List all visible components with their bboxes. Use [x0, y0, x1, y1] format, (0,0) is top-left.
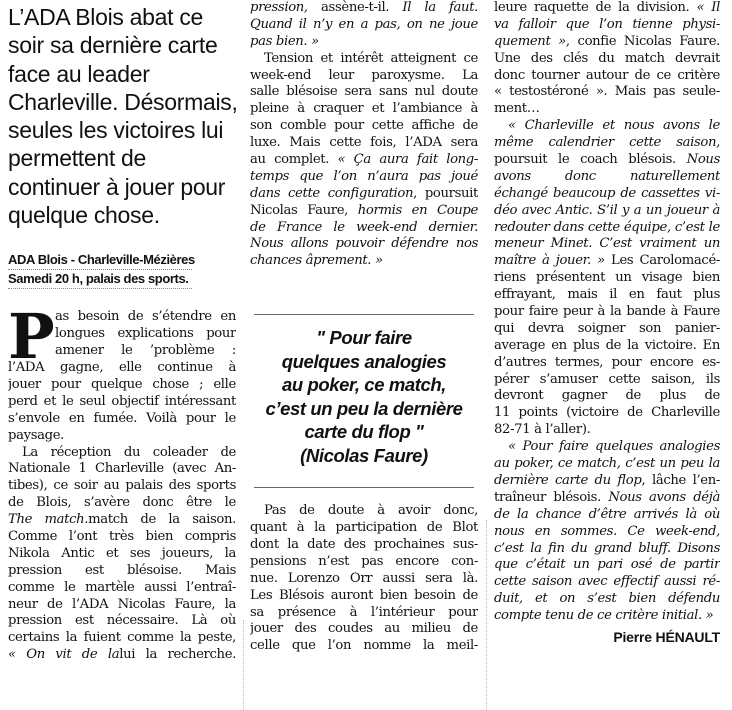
- text-line: [494, 456, 720, 473]
- italic-text: quement »: [494, 33, 566, 49]
- text-line: [494, 68, 720, 85]
- text-line: [250, 68, 478, 85]
- text-line: [8, 461, 236, 478]
- text-line: [8, 478, 236, 495]
- column-3: [494, 0, 720, 645]
- italic-text: Nous allons pouvoir défendre nos: [250, 236, 478, 252]
- column-separator: [486, 520, 487, 710]
- roman-text: de Blois, s’avère donc être le: [8, 495, 236, 511]
- article-body-col2-bottom: [250, 503, 478, 655]
- italic-text: maître à jouer. »: [494, 253, 605, 269]
- text-line: [494, 422, 720, 439]
- text-line: [494, 591, 720, 608]
- roman-text: longues explications pour: [55, 326, 236, 342]
- roman-text: amener le ’problème :: [55, 343, 236, 359]
- text-line: [250, 520, 478, 537]
- pull-quote-line: carte du flop ": [304, 421, 424, 443]
- text-line: [250, 118, 478, 135]
- text-line: [494, 321, 720, 338]
- text-line: [8, 495, 236, 512]
- text-line: [250, 571, 478, 588]
- article-body-col1: [8, 300, 236, 664]
- headline-line: continuer à jouer pour: [8, 173, 226, 200]
- roman-text: sa présence à l’intérieur pour: [250, 604, 478, 620]
- text-line: [250, 152, 478, 169]
- roman-text: lui la recherche.: [119, 647, 236, 663]
- italic-text: Il la faut.: [402, 0, 478, 15]
- text-line: [494, 236, 720, 253]
- roman-text: traîneur blésois.: [494, 489, 609, 505]
- text-line: [494, 507, 720, 524]
- italic-text: même calendrier cette saison,: [494, 135, 720, 151]
- text-line: [250, 186, 478, 203]
- article-body-col3: [494, 0, 720, 625]
- pull-quote-attribution: (Nicolas Faure): [300, 444, 428, 466]
- roman-text: dont la date des prochaines sus-: [250, 537, 478, 553]
- roman-text: neur de l’ADA Nicolas Faure, la: [8, 596, 236, 612]
- text-line: [8, 597, 236, 614]
- pull-quote-line: c’est un peu la dernière: [265, 397, 463, 419]
- roman-text: as besoin de s’étendre en: [55, 309, 236, 325]
- text-line: [494, 17, 720, 34]
- headline-line: L’ADA Blois abat ce: [8, 4, 204, 30]
- headline-line: permettent de: [8, 145, 147, 172]
- roman-text: celle que l’on nomme la meil-: [250, 638, 478, 654]
- italic-text: redouter dans cette équipe, c’est le: [494, 219, 720, 235]
- roman-text: ment…: [494, 101, 540, 117]
- roman-text: pleine à craquer et l’ambiance à: [250, 101, 478, 117]
- text-line: [8, 394, 236, 411]
- roman-text: assène-t-il.: [307, 0, 403, 15]
- roman-text: 11 points (victoire de Charleville: [494, 405, 720, 421]
- roman-text: La réception du coleader de: [22, 444, 236, 460]
- roman-text: qui devra soigner son panier-: [494, 320, 720, 336]
- roman-text: donc tourner autour de ce critère: [494, 67, 720, 83]
- roman-text: effrayant, mais il en faut plus: [494, 287, 720, 303]
- italic-text: The match.: [8, 512, 89, 528]
- italic-text: chances âprement. »: [250, 253, 383, 269]
- text-line: [250, 135, 478, 152]
- roman-text: Les Carolomacé-: [604, 253, 720, 269]
- text-line: [8, 445, 236, 462]
- text-line: [250, 17, 478, 34]
- roman-text: poursuit le coach blésois.: [494, 152, 687, 168]
- roman-text: jouer pour quelque chose ; elle: [8, 376, 236, 392]
- italic-text: « On vit de la: [8, 647, 120, 663]
- text-line: [250, 554, 478, 571]
- text-line: [494, 118, 720, 135]
- roman-text: tibes), ce soir au palais des sports: [8, 478, 236, 494]
- italic-text: « Pour faire quelques analogies: [508, 439, 720, 455]
- text-line: [494, 84, 720, 101]
- text-line: [250, 588, 478, 605]
- roman-text: Comme l’ont très bien compris: [8, 528, 236, 544]
- text-line: [494, 490, 720, 507]
- italic-text: nous en sommes. Ce week-end,: [494, 523, 720, 539]
- roman-text: pression est nécessaire. Là où: [8, 613, 236, 629]
- roman-text: l’ADA gagne, elle continue à: [8, 360, 236, 376]
- text-line: [494, 304, 720, 321]
- italic-text: c’est la fin du grand bluff. Disons: [494, 540, 720, 556]
- text-line: [250, 236, 478, 253]
- text-line: [8, 546, 236, 563]
- roman-text: average en plus de la victoire. En: [494, 337, 720, 353]
- pull-quote-line: quelques analogies: [281, 350, 447, 372]
- text-line: [494, 169, 720, 186]
- text-line: [250, 51, 478, 68]
- text-line: [494, 388, 720, 405]
- text-line: [494, 186, 720, 203]
- text-line: [250, 537, 478, 554]
- text-line: [8, 613, 236, 630]
- roman-text: match de la saison.: [88, 512, 236, 528]
- text-line: [250, 605, 478, 622]
- text-line: [494, 270, 720, 287]
- italic-text: temps que l’on n’aura pas joué: [250, 168, 478, 184]
- roman-text: pression est blésoise. Mais: [8, 562, 236, 578]
- text-line: [494, 203, 720, 220]
- roman-text: Nationale 1 Charleville (avec An-: [8, 461, 236, 477]
- text-line: [494, 524, 720, 541]
- text-line: [494, 338, 720, 355]
- text-line: [8, 512, 236, 529]
- roman-text: riens présentent un visage bien: [494, 270, 720, 286]
- roman-text: perd et le seul objectif intéressant: [8, 393, 236, 409]
- text-line: [8, 428, 236, 445]
- roman-text: au complet.: [250, 152, 338, 168]
- roman-text: nue. Lorenzo Orr aussi sera là.: [250, 570, 478, 586]
- match-time-venue: Samedi 20 h, palais des sports.: [8, 271, 189, 287]
- roman-text: week-end leur paroxysme. La: [250, 67, 478, 83]
- italic-text: au poker, ce match, c’est un peu la: [494, 456, 720, 472]
- italic-text: de France le week-end dernier.: [250, 219, 478, 235]
- headline-line: quelque chose.: [8, 202, 160, 229]
- match-teams: ADA Blois - Charleville-Mézières: [8, 252, 195, 268]
- roman-text: Nicolas Faure,: [250, 202, 358, 218]
- roman-text: leure raquette de la division.: [494, 0, 697, 15]
- headline-line: seules les victoires lui: [8, 117, 224, 144]
- text-line: [8, 630, 236, 647]
- italic-text: de la chance d’être arrivés là où: [494, 506, 720, 522]
- text-line: [8, 529, 236, 546]
- text-line: [8, 377, 236, 394]
- headline-line: face au leader: [8, 60, 150, 87]
- roman-text: « testostéroné ». Mais pas seule-: [494, 84, 720, 100]
- text-line: [250, 253, 478, 270]
- roman-text: d’autres termes, pour encore es-: [494, 354, 720, 370]
- roman-text: luxe. Mais cette fois, l’ADA sera: [250, 135, 478, 151]
- roman-text: 82-71 à l’aller).: [494, 422, 591, 438]
- roman-text: Une des clés du match devrait: [494, 50, 720, 66]
- text-line: [494, 405, 720, 422]
- text-line: [494, 557, 720, 574]
- roman-text: devront gagner de plus de: [494, 388, 720, 404]
- byline: Pierre HÉNAULT: [613, 628, 720, 645]
- italic-text: « Charleville et nous avons le: [508, 118, 720, 134]
- pull-quote: [250, 314, 478, 488]
- text-line: [494, 152, 720, 169]
- column-separator: [243, 620, 244, 710]
- text-line: [250, 220, 478, 237]
- roman-text: paysage.: [8, 427, 65, 443]
- italic-text: pression,: [250, 0, 308, 15]
- roman-text: Nikola Antic et ses joueurs, la: [8, 545, 236, 561]
- roman-text: , lâche l’en-: [641, 472, 720, 488]
- roman-text: quant à la participation de Blot: [250, 520, 478, 536]
- column-1: [8, 0, 236, 664]
- pull-quote-line: " Pour faire: [316, 327, 412, 349]
- roman-text: Pas de doute à avoir donc,: [264, 503, 478, 519]
- roman-text: pour faire peur à la bande à Faure: [494, 304, 720, 320]
- roman-text: son comble pour cette affiche de: [250, 118, 478, 134]
- italic-text: déo avec Antic. S’il y a un joueur à: [494, 202, 720, 218]
- text-line: [494, 220, 720, 237]
- roman-text: , poursuit: [413, 185, 478, 201]
- text-line: [250, 638, 478, 655]
- headline: [8, 3, 236, 229]
- roman-text: Les Blésois auront bien besoin de: [250, 587, 478, 603]
- headline-line: Charleville. Désormais,: [8, 88, 238, 115]
- text-line: [494, 473, 720, 490]
- roman-text: pensions n’est pas encore con-: [250, 553, 478, 569]
- roman-text: pérer s’amuser cette saison, ils: [494, 371, 720, 387]
- italic-text: meneur Minet. C’est vraiment un: [494, 236, 720, 252]
- column-2: [250, 0, 478, 655]
- text-line: [250, 0, 478, 17]
- italic-text: dernière carte du flop: [494, 472, 642, 488]
- text-line: [494, 287, 720, 304]
- italic-text: dans cette configuration: [250, 185, 414, 201]
- text-line: [494, 34, 720, 51]
- italic-text: va falloir que l’on tienne physi-: [494, 16, 720, 32]
- text-line: [494, 439, 720, 456]
- text-line: [250, 503, 478, 520]
- text-line: [494, 0, 720, 17]
- roman-text: , confie Nicolas Faure.: [565, 33, 720, 49]
- text-line: [494, 51, 720, 68]
- text-line: [494, 541, 720, 558]
- text-line: [494, 135, 720, 152]
- italic-text: Nous: [686, 152, 720, 168]
- italic-text: avons donc naturellement: [494, 168, 720, 184]
- roman-text: Tension et intérêt atteignent ce: [264, 50, 478, 66]
- roman-text: comme le martèle aussi l’entraî-: [8, 579, 236, 595]
- italic-text: échangé beaucoup de cassettes vi-: [494, 185, 720, 201]
- text-line: [8, 563, 236, 580]
- roman-text: s’envole en fumée. Voilà pour le: [8, 410, 236, 426]
- italic-text: pas bien. »: [250, 33, 319, 49]
- italic-text: Quand il n’y en a pas, on ne joue: [250, 16, 478, 32]
- headline-line: soir sa dernière carte: [8, 32, 218, 59]
- text-line: [250, 169, 478, 186]
- text-line: [494, 608, 720, 625]
- italic-text: Nous avons déjà: [608, 489, 720, 505]
- text-line: [8, 647, 236, 664]
- text-line: [250, 203, 478, 220]
- italic-text: hormis en Coupe: [357, 202, 478, 218]
- text-line: [250, 34, 478, 51]
- drop-cap: P: [8, 300, 55, 374]
- italic-text: compte tenu de ce critère initial. »: [494, 608, 714, 624]
- text-line: [8, 411, 236, 428]
- match-info: [8, 251, 236, 289]
- italic-text: « Ça aura fait long-: [337, 152, 478, 168]
- text-line: [494, 372, 720, 389]
- pull-quote-line: au poker, ce match,: [281, 374, 447, 396]
- text-line: [250, 621, 478, 638]
- italic-text: que c’était un pari osé de partir: [494, 557, 720, 573]
- article-body-col2-top: [250, 0, 478, 270]
- text-line: [8, 580, 236, 597]
- italic-text: cette saison avec effectif aussi ré-: [494, 574, 720, 590]
- roman-text: jouer des coudes au milieu de: [250, 621, 478, 637]
- text-line: [494, 253, 720, 270]
- text-line: [250, 84, 478, 101]
- text-line: [494, 101, 720, 118]
- italic-text: duit, et on s’est bien défendu: [494, 591, 720, 607]
- roman-text: salle blésoise sera sans nul doute: [250, 84, 478, 100]
- italic-text: « Il: [696, 0, 720, 15]
- roman-text: certains la fuient comme la peste,: [8, 630, 236, 646]
- text-line: [494, 355, 720, 372]
- text-line: [494, 574, 720, 591]
- text-line: [250, 101, 478, 118]
